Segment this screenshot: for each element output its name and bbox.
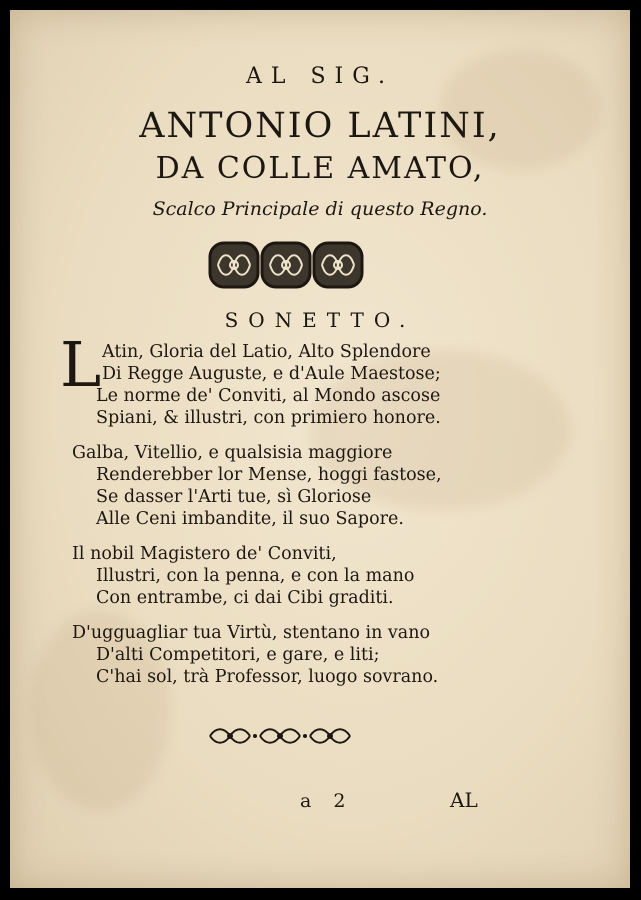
stanza-2-line-4: Alle Ceni imbandite, il suo Sapore. (96, 509, 404, 529)
fleuron-row-icon (206, 723, 356, 749)
signature-mark: a 2 (300, 790, 354, 812)
stanza-1-line-2: Di Regge Auguste, e d'Aule Maestose; (102, 364, 441, 384)
book-page (10, 10, 630, 888)
dedication-salutation: AL SIG. (245, 64, 395, 89)
stanza-3-line-2: Illustri, con la penna, e con la mano (96, 566, 415, 586)
drop-cap: L (60, 328, 102, 401)
stanza-1-line-3: Le norme de' Conviti, al Mondo ascose (96, 386, 441, 406)
dedicatee-name: ANTONIO LATINI, (139, 106, 501, 146)
dedicatee-origin: DA COLLE AMATO, (155, 151, 485, 186)
stanza-2-line-1: Galba, Vitellio, e qualsisia maggiore (72, 443, 393, 463)
stanza-4-line-2: D'alti Competitori, e gare, e liti; (96, 645, 380, 665)
stanza-1-line-4: Spiani, & illustri, con primiero honore. (96, 408, 441, 428)
stanza-4-line-1: D'ugguagliar tua Virtù, stentano in vano (72, 623, 431, 643)
stanza-2-line-2: Renderebber lor Mense, hoggi fastose, (96, 465, 442, 485)
stanza-4-line-3: C'hai sol, trà Professor, luogo sovrano. (96, 667, 439, 687)
poem-title: SONETTO. (224, 308, 416, 332)
catchword: AL (450, 788, 478, 812)
dedicatee-title: Scalco Principale di questo Regno. (152, 198, 488, 220)
stanza-1-line-1: Atin, Gloria del Latio, Alto Splendore (102, 342, 431, 362)
stanza-2-line-3: Se dasser l'Arti tue, sì Gloriose (96, 487, 372, 507)
stanza-3-line-1: Il nobil Magistero de' Conviti, (72, 544, 337, 564)
fleuron-triple-icon (208, 240, 364, 290)
stanza-3-line-3: Con entrambe, ci dai Cibi graditi. (96, 588, 394, 608)
